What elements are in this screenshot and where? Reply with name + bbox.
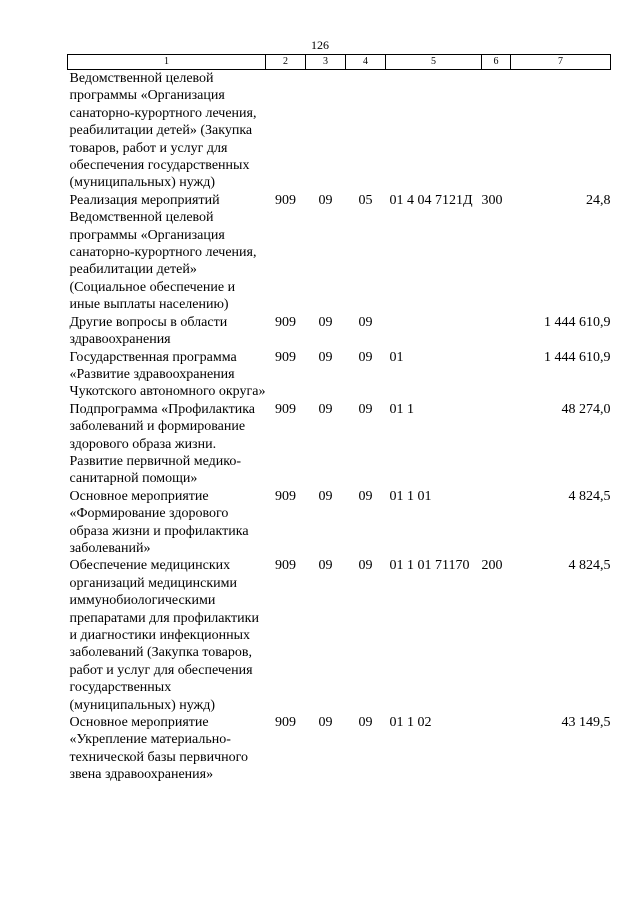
row-section: 09 [318, 715, 333, 731]
row-target-article [386, 314, 482, 349]
row-subsection [346, 70, 386, 192]
row-amount: 24,8 [586, 192, 611, 208]
row-amount: 4 824,5 [568, 558, 611, 574]
row-expense-type [482, 349, 511, 401]
column-header: 6 [482, 55, 511, 70]
column-header: 1 [68, 55, 266, 70]
row-grbs: 909 [275, 488, 296, 504]
table-row [68, 488, 611, 558]
row-section: 09 [318, 349, 333, 365]
row-subsection: 09 [358, 715, 373, 731]
row-grbs: 909 [275, 715, 296, 731]
column-header: 3 [306, 55, 346, 70]
page-number: 126 [311, 38, 329, 52]
row-grbs: 909 [275, 558, 296, 574]
table-row [68, 557, 611, 714]
row-expense-type [482, 714, 511, 784]
table-row [68, 314, 611, 349]
column-header: 4 [346, 55, 386, 70]
row-name: Другие вопросы в области здравоохранения [69, 314, 228, 348]
row-expense-type: 200 [481, 558, 503, 574]
budget-table [67, 54, 611, 784]
row-section: 09 [318, 314, 333, 330]
table-row [68, 401, 611, 488]
column-header: 7 [511, 55, 611, 70]
column-number-header-row [68, 55, 611, 70]
row-target-article: 01 4 04 7121Д [389, 192, 473, 208]
row-target-article: 01 [389, 349, 404, 365]
row-amount: 4 824,5 [568, 488, 611, 504]
row-expense-type [482, 314, 511, 349]
row-subsection: 09 [358, 488, 373, 504]
row-name: Обеспечение медицинских организаций медицинскими иммунобиологическими препаратами для профилактики и диагностики инфекционных заболеваний (Закупка товаров, работ и услуг для обеспечения государственных (муниципальных) нужд) [69, 558, 259, 713]
row-amount [511, 70, 611, 192]
row-section: 09 [318, 401, 333, 417]
row-amount: 1 444 610,9 [544, 314, 611, 330]
row-target-article: 01 1 01 [389, 488, 432, 504]
row-section [306, 70, 346, 192]
row-amount: 48 274,0 [561, 401, 611, 417]
row-target-article [386, 70, 482, 192]
row-target-article: 01 1 [389, 401, 414, 417]
row-name: Подпрограмма «Профилактика заболеваний и формирование здорового образа жизни. Развитие первичной медико-санитарной помощи» [69, 401, 256, 487]
row-subsection: 09 [358, 314, 373, 330]
row-name: Основное мероприятие «Укрепление материально-технической базы первичного звена здравоохранения» [69, 715, 249, 783]
row-expense-type [482, 488, 511, 558]
row-grbs: 909 [275, 349, 296, 365]
row-grbs: 909 [275, 192, 296, 208]
table-row [68, 192, 611, 314]
row-grbs: 909 [275, 314, 296, 330]
row-subsection: 09 [358, 401, 373, 417]
table-row [68, 349, 611, 401]
row-grbs: 909 [275, 401, 296, 417]
table-row [68, 714, 611, 784]
row-amount: 1 444 610,9 [544, 349, 611, 365]
row-target-article: 01 1 01 71170 [389, 558, 470, 574]
row-name: Ведомственной целевой программы «Организация санаторно-курортного лечения, реабилитации детей» (Закупка товаров, работ и услуг для обеспечения государственных (муниципальных) нужд) [69, 71, 257, 191]
column-header: 5 [386, 55, 482, 70]
row-grbs [266, 70, 306, 192]
row-expense-type [482, 70, 511, 192]
row-expense-type [482, 401, 511, 488]
row-subsection: 09 [358, 558, 373, 574]
table-row [68, 70, 611, 192]
row-subsection: 05 [358, 192, 373, 208]
row-amount: 43 149,5 [561, 715, 611, 731]
row-subsection: 09 [358, 349, 373, 365]
row-target-article: 01 1 02 [389, 715, 432, 731]
row-section: 09 [318, 192, 333, 208]
row-name: Государственная программа «Развитие здравоохранения Чукотского автономного округа» [69, 349, 266, 400]
column-header: 2 [266, 55, 306, 70]
row-expense-type: 300 [481, 192, 503, 208]
row-name: Основное мероприятие «Формирование здорового образа жизни и профилактика заболеваний» [69, 488, 249, 556]
row-name: Реализация мероприятий Ведомственной целевой программы «Организация санаторно-курортного лечения, реабилитации детей» (Социальное обеспечение и иные выплаты населению) [69, 192, 257, 313]
row-section: 09 [318, 558, 333, 574]
row-section: 09 [318, 488, 333, 504]
